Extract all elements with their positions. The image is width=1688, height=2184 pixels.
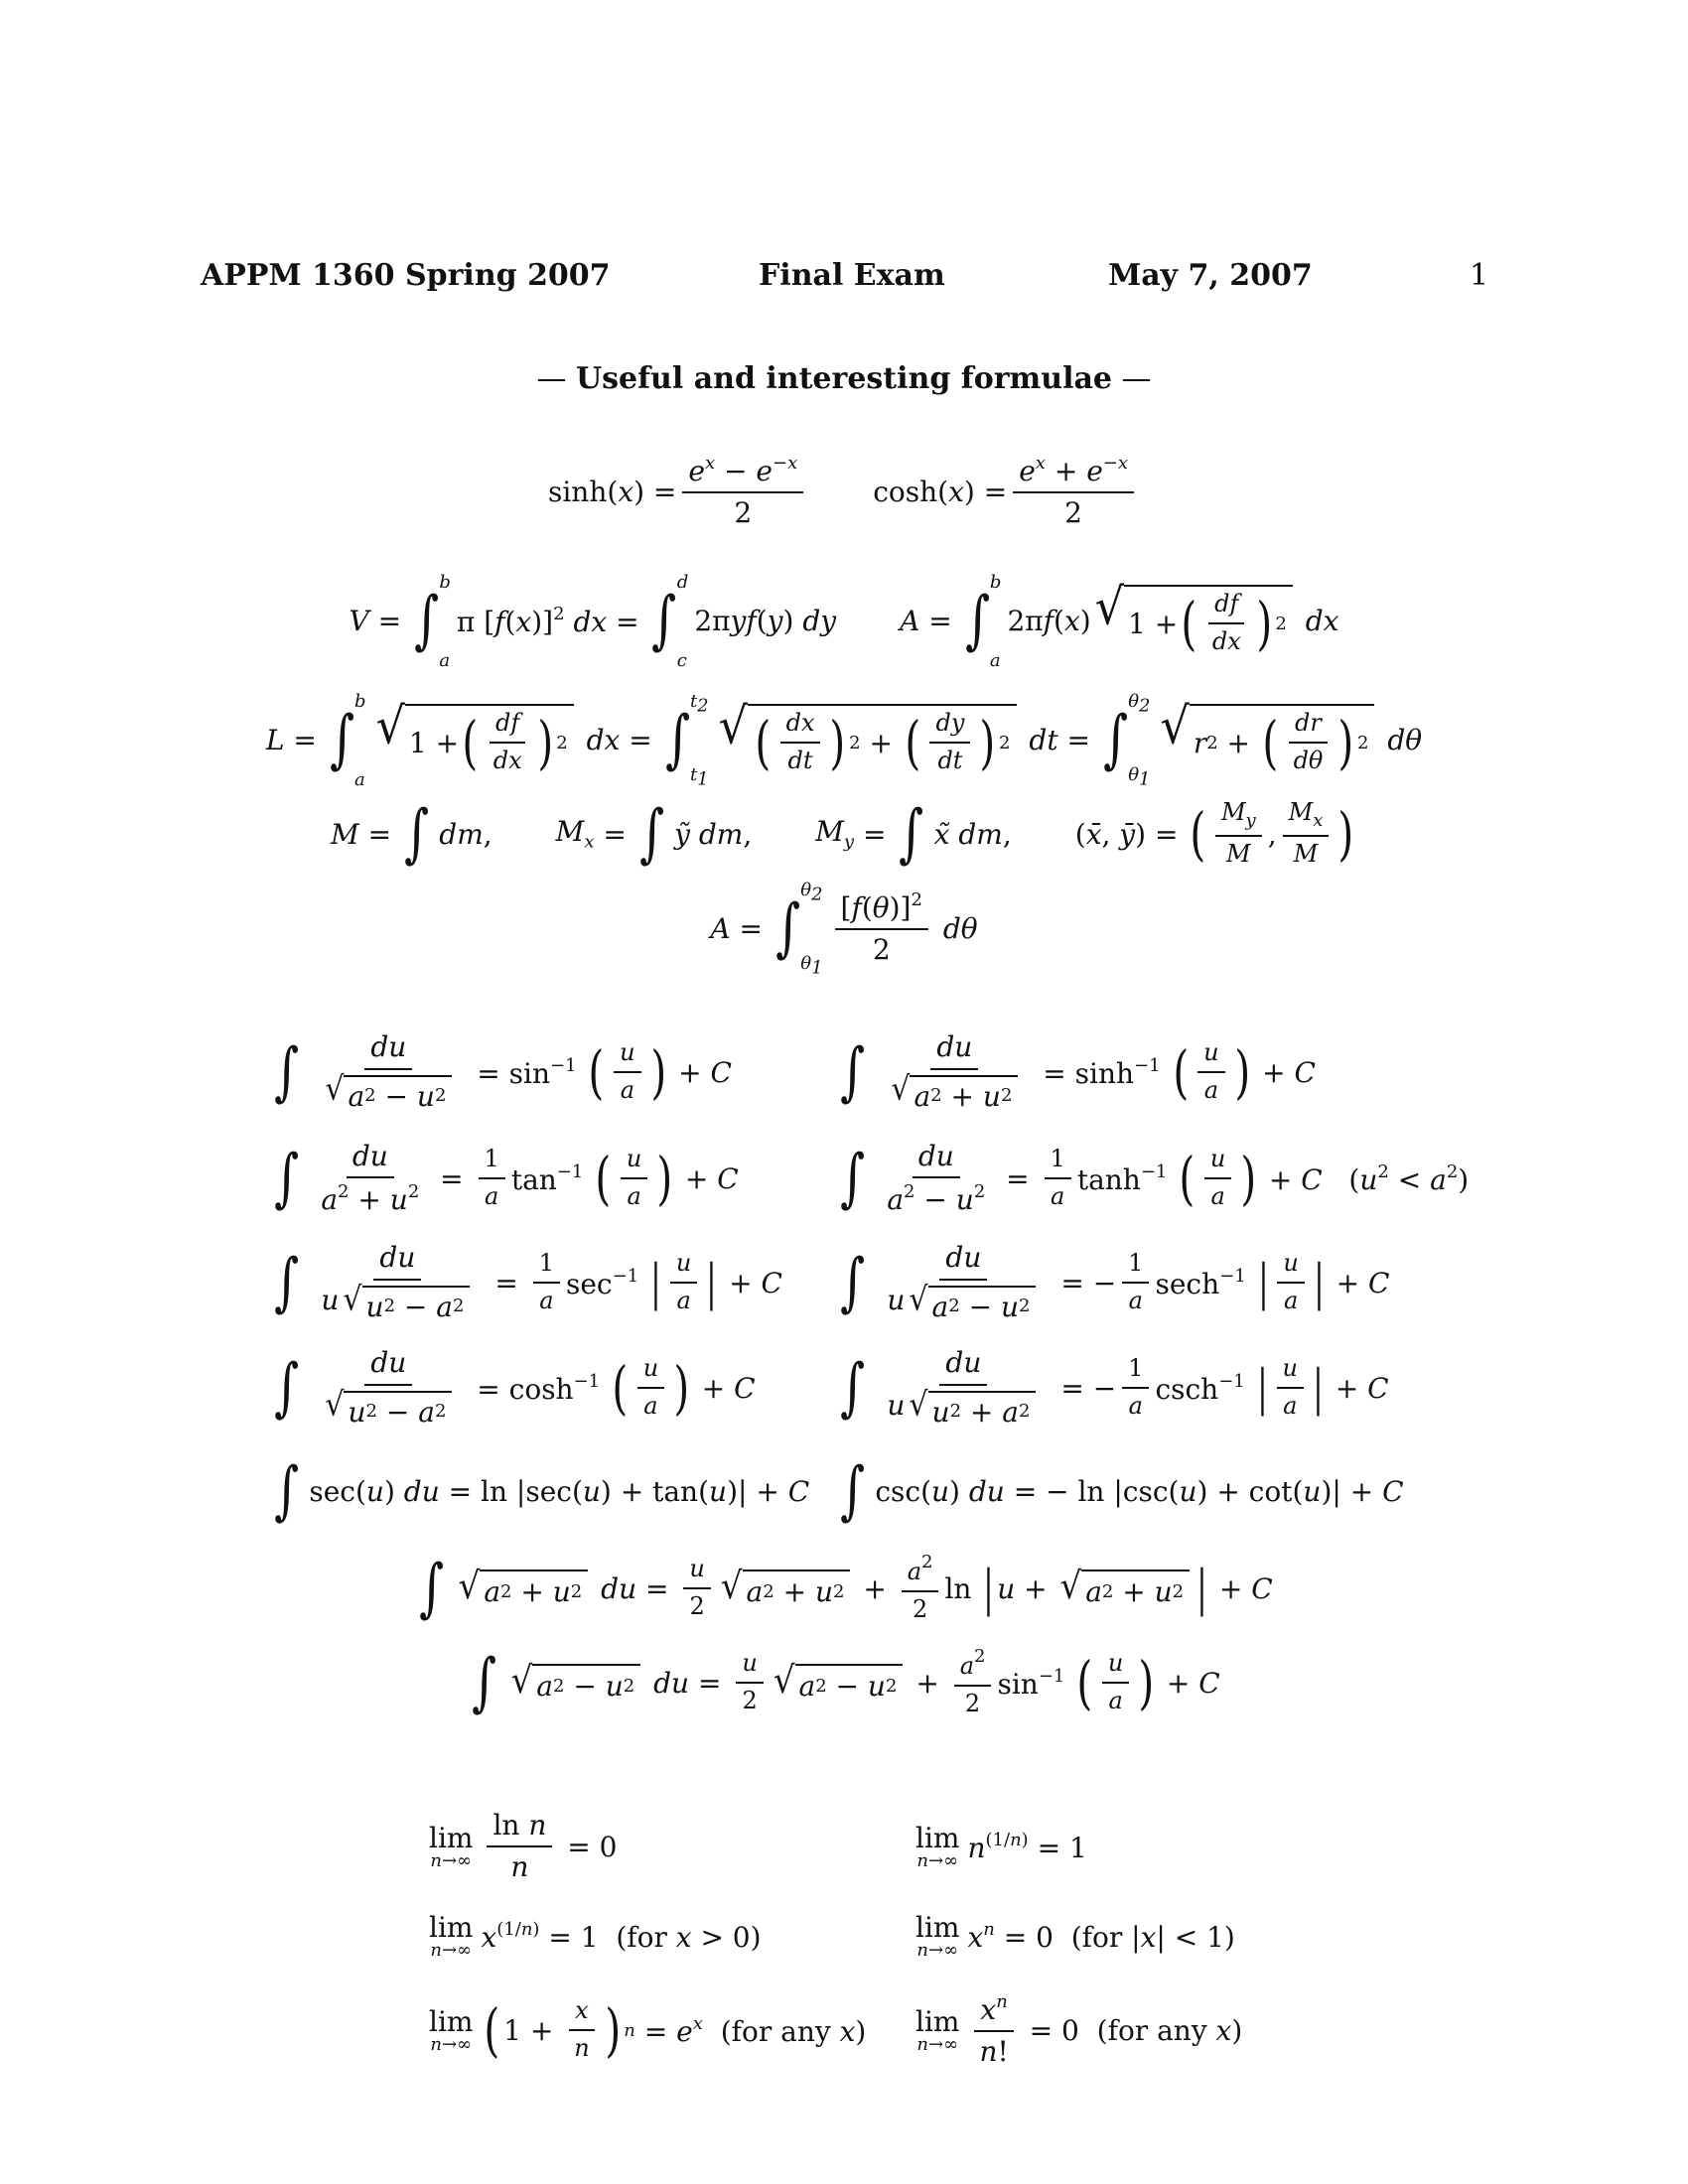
formula-int-sqrt-sum: ∫ √ a 2 + u 2 du = $\frac{u}{2}$ √ a 2 + u 2 + $\frac{a^2}{2}$ ln | u + √ a 2 + u 2 | + C [419, 1552, 1273, 1625]
exam-title: Final Exam [759, 258, 945, 293]
formula-int-sqrt-diff: ∫ √ a 2 − u 2 du = $\frac{u}{2}$ √ a 2 − u 2 + $\frac{a^2}{2}$ $\sin^{-1}$ ( $\frac{u}{a}$ ) + C [472, 1646, 1220, 1719]
limit-ln-n-over-n: lim n→∞ $\frac{\text{ln n}}{n}$ = 0 [429, 1808, 618, 1883]
limit-x-power-n: lim n→∞ $x^n = 0$ (for |x| < 1) [915, 1911, 1235, 1961]
formula-polar-area: A = ∫ $\theta_2$ $\theta_1$ $\frac{[f(\theta)]^2}{2}$ dθ [710, 880, 978, 979]
formula-int-arccsch: ∫ du u √ u 2 + a 2 = − $\frac{1}{a}$ csch$^{-1}$ | $\frac{u}{a}$ | + C [840, 1346, 1389, 1429]
page-number: 1 [1470, 258, 1489, 293]
formula-int-arcsin: ∫ du √ a 2 − u 2 = $\sin^{-1}$ ( $\frac{u}{a}$ ) + C [274, 1030, 732, 1113]
formula-int-arctanh: ∫ $\frac{du}{a^2 - u^2}$ = $\frac{1}{a}$ $\tanh^{-1}$ ( $\frac{u}{a}$ ) + C $(u^2 < a^2)$ [840, 1139, 1470, 1216]
formula-int-sec: ∫ sec(u) du = ln |sec(u) + tan(u)| + C [274, 1454, 810, 1528]
formula-int-arcsech: ∫ du u √ a 2 − u 2 = − $\frac{1}{a}$ sech$^{-1}$ | $\frac{u}{a}$ | + C [840, 1241, 1390, 1323]
formula-arc-length: L = ∫ b a √ 1 + ( $\frac{df}{dx}$ ) 2 dx = ∫ $t_2$ $t_1$ √ ( $\frac{dx}{dt}$ ) 2 + ( $\frac{dy}{dt}$ ) 2 dt = ∫ $\theta_2$ $\theta_1$ √ r 2 + ( $\frac{dr}{d\theta}$ ) 2 dθ [265, 691, 1423, 790]
limit-nth-root-x: lim n→∞ $x^{(1/n)} = 1$ (for x > 0) [429, 1911, 762, 1961]
section-title [0, 359, 1688, 399]
title-text: Useful and interesting formulae [576, 361, 1112, 396]
limit-nth-root-n: lim n→∞ $n^{(1/n)} = 1$ [915, 1822, 1087, 1871]
formula-int-arccosh: ∫ du √ u 2 − a 2 = $\cosh^{-1}$ ( $\frac{u}{a}$ ) + C [274, 1346, 756, 1429]
limit-exponential: lim n→∞ ( 1 + $\frac{x}{n}$ ) n = $e^x$ (for any x) [429, 1996, 867, 2064]
formula-hyperbolic-definitions: sinh( x ) = $\frac{e^x - e^{-x}}{2}$ cosh( x ) = $\frac{e^x + e^{-x}}{2}$ [0, 432, 1688, 551]
formula-int-csc: ∫ csc(u) du = − ln |csc(u) + cot(u)| + C [840, 1454, 1404, 1528]
formula-int-arctan: ∫ $\frac{du}{a^2 + u^2}$ = $\frac{1}{a}$ $\tan^{-1}$ ( $\frac{u}{a}$ ) + C [274, 1139, 739, 1216]
title-dash-left: — [536, 361, 567, 396]
course-title: APPM 1360 Spring 2007 [201, 258, 611, 293]
formula-int-arcsinh: ∫ du √ a 2 + u 2 = $\sinh^{-1}$ ( $\frac{u}{a}$ ) + C [840, 1030, 1316, 1113]
limit-x-n-over-factorial: lim n→∞ $\frac{x^n}{n!}$ = 0 (for any x) [915, 1990, 1243, 2068]
title-dash-right: — [1121, 361, 1152, 396]
formula-volume-surface-area: V = ∫ b a π $[f(x)]^2$ dx = ∫ d c 2πyf(y) dy A = ∫ b a 2πf(x) √ 1 + ( $\frac{df}{dx}$ ) 2 dx [349, 572, 1339, 671]
formula-int-arcsec: ∫ du u √ u 2 − a 2 = $\frac{1}{a}$ $\sec^{-1}$ | $\frac{u}{a}$ | + C [274, 1241, 782, 1323]
exam-date: May 7, 2007 [1108, 258, 1313, 293]
formula-moments: M = ∫ dm , $M_x$ = ∫ ỹ dm , $M_y$ = ∫ x̃ dm , (x̄, ȳ) = ( $\frac{M_y}{M}$ , $\frac{M_x}{M}$ ) [331, 797, 1354, 871]
